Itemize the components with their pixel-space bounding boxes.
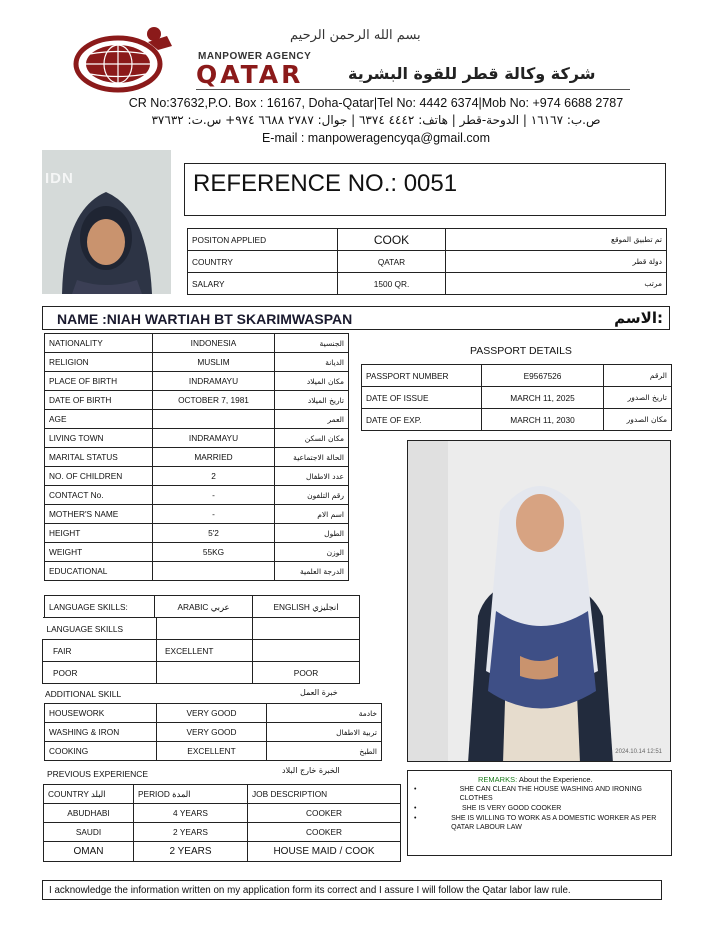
expiry-date-value: MARCH 11, 2030 bbox=[482, 409, 604, 431]
personal-value: - bbox=[153, 486, 275, 505]
additional-skill-label: ADDITIONAL SKILL bbox=[45, 689, 122, 699]
experience-country: SAUDI bbox=[44, 823, 134, 842]
personal-label: LIVING TOWN bbox=[45, 429, 153, 448]
personal-value: 2 bbox=[153, 467, 275, 486]
issue-date-value: MARCH 11, 2025 bbox=[482, 387, 604, 409]
photo-watermark: IDN bbox=[45, 170, 74, 187]
table-row bbox=[188, 273, 667, 295]
personal-label: RELIGION bbox=[45, 353, 153, 372]
list-item: • SHE IS VERY GOOD COOKER bbox=[414, 805, 562, 812]
personal-value: OCTOBER 7, 1981 bbox=[153, 391, 275, 410]
remark-text: SHE CAN CLEAN THE HOUSE WASHING AND IRONING CLOTHES bbox=[459, 786, 642, 802]
personal-arabic: الجنسية bbox=[275, 334, 349, 353]
table-row bbox=[45, 543, 349, 562]
position-table bbox=[187, 228, 667, 295]
name-arabic-label: الاسم: bbox=[614, 309, 663, 327]
header-rule bbox=[196, 89, 630, 90]
personal-label: PLACE OF BIRTH bbox=[45, 372, 153, 391]
personal-value: INDRAMAYU bbox=[153, 429, 275, 448]
personal-arabic: اسم الام bbox=[275, 505, 349, 524]
poor-label: POOR bbox=[43, 662, 157, 684]
list-item: • SHE CAN CLEAN THE HOUSE WASHING AND IRONING CLOTHES bbox=[414, 785, 666, 803]
table-row bbox=[43, 662, 360, 684]
cooking-label: COOKING bbox=[45, 742, 157, 761]
salary-arabic: مرتب bbox=[446, 273, 667, 295]
expiry-date-arabic: مكان الصدور bbox=[604, 409, 672, 431]
table-row bbox=[44, 785, 401, 804]
table-row bbox=[45, 429, 349, 448]
table-row bbox=[362, 365, 672, 387]
personal-arabic: رقم التلفون bbox=[275, 486, 349, 505]
issue-date-label: DATE OF ISSUE bbox=[362, 387, 482, 409]
table-row bbox=[45, 448, 349, 467]
table-row bbox=[45, 410, 349, 429]
remark-text: SHE IS VERY GOOD COOKER bbox=[462, 805, 562, 812]
table-row bbox=[45, 562, 349, 581]
personal-label: NO. OF CHILDREN bbox=[45, 467, 153, 486]
applicant-name: NAME :NIAH WARTIAH BT SKARIMWASPAN bbox=[57, 311, 353, 327]
table-row bbox=[188, 229, 667, 251]
reference-box bbox=[184, 163, 666, 216]
personal-label: NATIONALITY bbox=[45, 334, 153, 353]
passport-number-label: PASSPORT NUMBER bbox=[362, 365, 482, 387]
language-arabic-header: ARABIC عربي bbox=[155, 596, 253, 618]
table-row bbox=[45, 742, 382, 761]
full-body-photo bbox=[407, 440, 671, 762]
cooking-arabic: الطبخ bbox=[267, 742, 382, 761]
table-row bbox=[45, 704, 382, 723]
table-row bbox=[45, 467, 349, 486]
language-levels-table bbox=[42, 617, 360, 684]
fair-label: FAIR bbox=[43, 640, 157, 662]
washing-value: VERY GOOD bbox=[157, 723, 267, 742]
personal-table bbox=[44, 333, 349, 581]
issue-date-arabic: تاريخ الصدور bbox=[604, 387, 672, 409]
personal-value bbox=[153, 562, 275, 581]
personal-label: AGE bbox=[45, 410, 153, 429]
personal-value: 5'2 bbox=[153, 524, 275, 543]
agency-big-title: QATAR bbox=[196, 60, 304, 89]
personal-label: MOTHER'S NAME bbox=[45, 505, 153, 524]
table-row bbox=[45, 524, 349, 543]
personal-arabic: مكان الميلاد bbox=[275, 372, 349, 391]
agency-logo bbox=[72, 24, 190, 94]
personal-arabic: العمر bbox=[275, 410, 349, 429]
experience-period: 4 YEARS bbox=[134, 804, 248, 823]
personal-arabic: الطول bbox=[275, 524, 349, 543]
position-label: POSITON APPLIED bbox=[188, 229, 338, 251]
salary-label: SALARY bbox=[188, 273, 338, 295]
washing-label: WASHING & IRON bbox=[45, 723, 157, 742]
table-row bbox=[43, 640, 360, 662]
experience-col-period: PERIOD المدة bbox=[134, 785, 248, 804]
experience-col-job: JOB DESCRIPTION bbox=[248, 785, 401, 804]
reference-number: REFERENCE NO.: 0051 bbox=[193, 170, 458, 197]
remarks-heading bbox=[478, 775, 593, 784]
table-row bbox=[45, 353, 349, 372]
table-row bbox=[45, 372, 349, 391]
table-row bbox=[188, 251, 667, 273]
personal-arabic: تاريخ الميلاد bbox=[275, 391, 349, 410]
country-label: COUNTRY bbox=[188, 251, 338, 273]
experience-job: COOKER bbox=[248, 804, 401, 823]
personal-value: MARRIED bbox=[153, 448, 275, 467]
personal-arabic: عدد الاطفال bbox=[275, 467, 349, 486]
experience-col-country: COUNTRY البلد bbox=[44, 785, 134, 804]
personal-arabic: الديانة bbox=[275, 353, 349, 372]
table-row bbox=[45, 505, 349, 524]
experience-country: OMAN bbox=[44, 842, 134, 862]
personal-value: INDRAMAYU bbox=[153, 372, 275, 391]
country-value: QATAR bbox=[338, 251, 446, 273]
table-row bbox=[43, 618, 360, 640]
personal-value bbox=[153, 410, 275, 429]
personal-label: WEIGHT bbox=[45, 543, 153, 562]
bismillah: بسم الله الرحمن الرحيم bbox=[290, 28, 421, 43]
personal-value: 55KG bbox=[153, 543, 275, 562]
remarks-title: REMARKS: bbox=[478, 775, 518, 784]
personal-arabic: مكان السكن bbox=[275, 429, 349, 448]
personal-value: MUSLIM bbox=[153, 353, 275, 372]
housework-value: VERY GOOD bbox=[157, 704, 267, 723]
personal-label: CONTACT No. bbox=[45, 486, 153, 505]
previous-experience-label: PREVIOUS EXPERIENCE bbox=[47, 769, 149, 779]
passport-table bbox=[361, 364, 672, 431]
language-table bbox=[44, 595, 360, 618]
country-arabic: دولة قطر bbox=[446, 251, 667, 273]
position-arabic: تم تطبيق الموقع bbox=[446, 229, 667, 251]
remark-text: SHE IS WILLING TO WORK AS A DOMESTIC WORKER AS PER QATAR LABOUR LAW bbox=[451, 815, 657, 831]
acknowledgement-text: I acknowledge the information written on my application form its correct and I assure I will follow the Qatar labor law rule. bbox=[49, 885, 571, 896]
contact-line-arabic: ص.ب: ١٦١٦٧ | الدوحة-قطر | هاتف: ٤٤٤٢ ٦٣٧٤ | جوال: ٢٧٨٧ ٦٦٨٨ ٩٧٤+ س.ت: ٣٧٦٣٢ bbox=[151, 113, 601, 127]
table-row bbox=[45, 486, 349, 505]
personal-arabic: الوزن bbox=[275, 543, 349, 562]
remarks-subtitle: About the Experience. bbox=[518, 775, 593, 784]
personal-label: EDUCATIONAL bbox=[45, 562, 153, 581]
table-row bbox=[44, 842, 401, 862]
passport-number-value: E9567526 bbox=[482, 365, 604, 387]
fair-value: EXCELLENT bbox=[157, 640, 253, 662]
housework-label: HOUSEWORK bbox=[45, 704, 157, 723]
language-header-label: LANGUAGE SKILLS: bbox=[45, 596, 155, 618]
email-line: E-mail : manpoweragencyqa@gmail.com bbox=[261, 131, 491, 145]
language-sub-label: LANGUAGE SKILLS bbox=[43, 618, 157, 640]
table-row bbox=[362, 409, 672, 431]
experience-country: ABUDHABI bbox=[44, 804, 134, 823]
remarks-list bbox=[414, 785, 666, 832]
list-item: • SHE IS WILLING TO WORK AS A DOMESTIC WORKER AS PER QATAR LABOUR LAW bbox=[414, 814, 666, 832]
name-bar bbox=[42, 306, 670, 330]
experience-period: 2 YEARS bbox=[134, 842, 248, 862]
personal-arabic: الحالة الاجتماعية bbox=[275, 448, 349, 467]
experience-table bbox=[43, 784, 401, 862]
passport-number-arabic: الرقم bbox=[604, 365, 672, 387]
expiry-date-label: DATE OF EXP. bbox=[362, 409, 482, 431]
personal-label: DATE OF BIRTH bbox=[45, 391, 153, 410]
personal-value: - bbox=[153, 505, 275, 524]
passport-photo bbox=[42, 150, 171, 294]
agency-arabic-name: شركة وكالة قطر للقوة البشرية bbox=[348, 64, 596, 83]
table-row bbox=[44, 823, 401, 842]
position-value: COOK bbox=[338, 229, 446, 251]
previous-experience-arabic: الخبرة خارج البلاد bbox=[282, 766, 340, 775]
poor-value: POOR bbox=[253, 662, 360, 684]
table-row bbox=[44, 804, 401, 823]
personal-value: INDONESIA bbox=[153, 334, 275, 353]
experience-job: COOKER bbox=[248, 823, 401, 842]
personal-label: HEIGHT bbox=[45, 524, 153, 543]
table-row bbox=[45, 596, 360, 618]
washing-arabic: تربية الاطفال bbox=[267, 723, 382, 742]
passport-title: PASSPORT DETAILS bbox=[470, 345, 572, 357]
agency-small-title: MANPOWER AGENCY bbox=[198, 51, 312, 62]
table-row bbox=[362, 387, 672, 409]
contact-line: CR No:37632,P.O. Box : 16167, Doha-Qatar|Tel No: 4442 6374|Mob No: +974 6688 2787 bbox=[128, 96, 624, 110]
additional-skill-table bbox=[44, 703, 382, 761]
personal-label: MARITAL STATUS bbox=[45, 448, 153, 467]
personal-arabic: الدرجة العلمية bbox=[275, 562, 349, 581]
language-english-header: ENGLISH انجليزي bbox=[253, 596, 360, 618]
housework-arabic: خادمة bbox=[267, 704, 382, 723]
empty-cell bbox=[253, 640, 360, 662]
experience-period: 2 YEARS bbox=[134, 823, 248, 842]
salary-value: 1500 QR. bbox=[338, 273, 446, 295]
table-row bbox=[45, 391, 349, 410]
table-row bbox=[45, 334, 349, 353]
acknowledgement-box bbox=[42, 880, 662, 900]
empty-cell bbox=[157, 618, 253, 640]
experience-job: HOUSE MAID / COOK bbox=[248, 842, 401, 862]
remarks-box bbox=[407, 770, 672, 856]
photo-timestamp: 2024.10.14 12:51 bbox=[615, 749, 662, 755]
additional-skill-arabic: خبرة العمل bbox=[300, 688, 338, 697]
table-row bbox=[45, 723, 382, 742]
empty-cell bbox=[157, 662, 253, 684]
empty-cell bbox=[253, 618, 360, 640]
cooking-value: EXCELLENT bbox=[157, 742, 267, 761]
